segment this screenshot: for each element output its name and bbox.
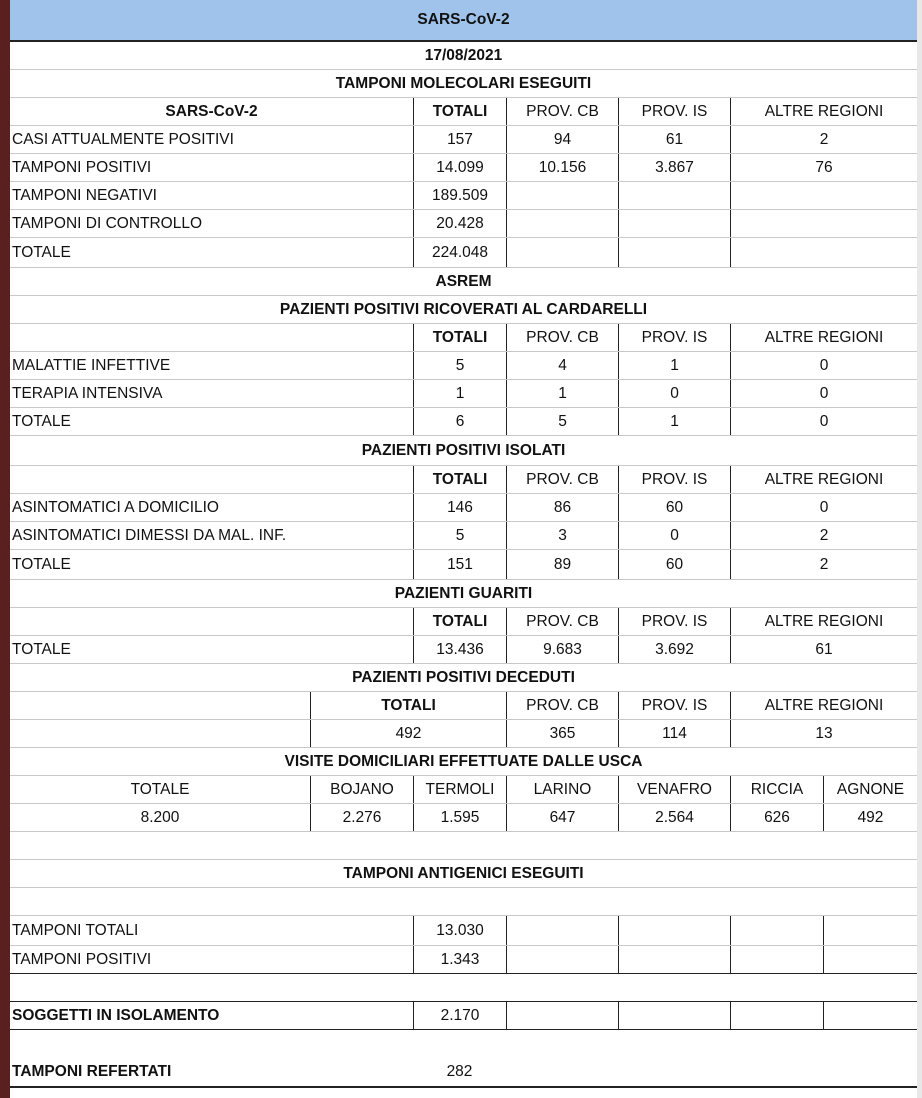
guariti-title: PAZIENTI GUARITI xyxy=(394,584,533,602)
value-prov-is: 0 xyxy=(618,522,730,549)
row-label: CASI ATTUALMENTE POSITIVI xyxy=(12,130,234,148)
value-altre-regioni: 2 xyxy=(730,550,917,579)
empty-cell xyxy=(730,1002,823,1029)
isolamento-label: SOGGETTI IN ISOLAMENTO xyxy=(12,1006,220,1024)
col-venafro: VENAFRO xyxy=(618,776,730,803)
asrem-row xyxy=(10,268,917,296)
col-prov-cb: PROV. CB xyxy=(506,466,618,493)
row-label: TOTALE xyxy=(12,412,71,430)
row-label: TAMPONI TOTALI xyxy=(12,921,139,939)
row-label: TOTALE xyxy=(12,555,71,573)
col-prov-is: PROV. IS xyxy=(618,98,730,125)
col-totale: TOTALE xyxy=(130,780,190,798)
value-altre-regioni: 0 xyxy=(730,352,917,379)
row-label: TOTALE xyxy=(12,640,71,658)
empty-cell xyxy=(618,946,730,973)
empty-cell xyxy=(618,1002,730,1029)
empty-cell xyxy=(730,238,917,267)
col-totali: TOTALI xyxy=(413,466,506,493)
empty-cell xyxy=(618,210,730,237)
value-totali: 146 xyxy=(413,494,506,521)
report-title: SARS-CoV-2 xyxy=(417,11,510,28)
refertati-value: 282 xyxy=(446,1063,473,1080)
covid-report-sheet xyxy=(10,0,917,1088)
value-agnone: 492 xyxy=(823,804,917,831)
value-termoli: 1.595 xyxy=(413,804,506,831)
col-prov-is: PROV. IS xyxy=(618,466,730,493)
col-agnone: AGNONE xyxy=(823,776,917,803)
value-prov-cb: 86 xyxy=(506,494,618,521)
empty-cell xyxy=(506,210,618,237)
value-totale: 8.200 xyxy=(140,808,180,826)
col-altre-regioni: ALTRE REGIONI xyxy=(730,466,917,493)
section-title-row xyxy=(10,580,917,608)
value-totali: 5 xyxy=(413,352,506,379)
col-altre-regioni: ALTRE REGIONI xyxy=(730,608,917,635)
value-prov-cb: 10.156 xyxy=(506,154,618,181)
empty-cell xyxy=(730,182,917,209)
value-altre-regioni: 76 xyxy=(730,154,917,181)
row-label: TAMPONI POSITIVI xyxy=(12,158,152,176)
section-title-row xyxy=(10,436,917,466)
table-row xyxy=(10,804,917,832)
empty-cell xyxy=(10,692,310,719)
value-totali: 14.099 xyxy=(413,154,506,181)
isolati-header-row xyxy=(10,466,917,494)
empty-cell xyxy=(618,916,730,945)
row-label: ASINTOMATICI A DOMICILIO xyxy=(12,498,219,516)
row-label: TAMPONI POSITIVI xyxy=(12,950,152,968)
table-row xyxy=(10,522,917,550)
guariti-header-row xyxy=(10,608,917,636)
value-prov-cb: 89 xyxy=(506,550,618,579)
value-totali: 1 xyxy=(413,380,506,407)
usca-header-row xyxy=(10,776,917,804)
col-prov-cb: PROV. CB xyxy=(506,324,618,351)
molecolari-col-label: SARS-CoV-2 xyxy=(165,102,258,120)
table-row xyxy=(10,238,917,268)
report-date: 17/08/2021 xyxy=(424,46,503,64)
table-row xyxy=(10,380,917,408)
col-altre-regioni: ALTRE REGIONI xyxy=(730,98,917,125)
col-totali: TOTALI xyxy=(310,692,506,719)
col-totali: TOTALI xyxy=(413,98,506,125)
spacer-row xyxy=(10,888,917,916)
col-prov-cb: PROV. CB xyxy=(506,692,618,719)
empty-cell xyxy=(730,916,823,945)
isolamento-row xyxy=(10,1001,917,1030)
value-totali: 189.509 xyxy=(413,182,506,209)
col-larino: LARINO xyxy=(506,776,618,803)
table-row xyxy=(10,946,917,974)
value-totali: 13.436 xyxy=(413,636,506,663)
value-totali: 157 xyxy=(413,126,506,153)
section-title-row xyxy=(10,748,917,776)
value-totali: 5 xyxy=(413,522,506,549)
cardarelli-title: PAZIENTI POSITIVI RICOVERATI AL CARDARELLI xyxy=(279,300,648,318)
col-termoli: TERMOLI xyxy=(413,776,506,803)
cardarelli-header-row xyxy=(10,324,917,352)
col-riccia: RICCIA xyxy=(730,776,823,803)
usca-title: VISITE DOMICILIARI EFFETTUATE DALLE USCA xyxy=(284,752,643,770)
spacer-row xyxy=(10,832,917,860)
row-label: TAMPONI DI CONTROLLO xyxy=(12,214,203,232)
value-totali: 1.343 xyxy=(413,946,506,973)
row-label: TERAPIA INTENSIVA xyxy=(12,384,163,402)
value-totali: 492 xyxy=(310,720,506,747)
value-prov-is: 3.692 xyxy=(618,636,730,663)
left-frame-edge xyxy=(0,0,10,1098)
col-prov-is: PROV. IS xyxy=(618,692,730,719)
antigenici-title: TAMPONI ANTIGENICI ESEGUITI xyxy=(343,864,584,882)
table-row xyxy=(10,182,917,210)
section-title-row xyxy=(10,296,917,324)
value-altre-regioni: 2 xyxy=(730,522,917,549)
table-row xyxy=(10,154,917,182)
empty-cell xyxy=(730,946,823,973)
refertati-label: TAMPONI REFERTATI xyxy=(12,1063,172,1080)
date-row xyxy=(10,42,917,70)
col-prov-is: PROV. IS xyxy=(618,324,730,351)
row-label: TOTALE xyxy=(12,243,71,261)
row-label: ASINTOMATICI DIMESSI DA MAL. INF. xyxy=(12,526,287,544)
col-bojano: BOJANO xyxy=(310,776,413,803)
deceduti-header-row xyxy=(10,692,917,720)
table-row xyxy=(10,210,917,238)
empty-cell xyxy=(10,720,310,747)
value-totali: 13.030 xyxy=(413,916,506,945)
table-row xyxy=(10,550,917,580)
value-venafro: 2.564 xyxy=(618,804,730,831)
isolati-title: PAZIENTI POSITIVI ISOLATI xyxy=(361,441,566,459)
value-altre-regioni: 0 xyxy=(730,380,917,407)
empty-cell xyxy=(730,210,917,237)
deceduti-title: PAZIENTI POSITIVI DECEDUTI xyxy=(352,668,575,686)
section-title-row xyxy=(10,664,917,692)
value-prov-is: 114 xyxy=(618,720,730,747)
empty-cell xyxy=(823,946,917,973)
value-totali: 20.428 xyxy=(413,210,506,237)
table-row xyxy=(10,494,917,522)
col-altre-regioni: ALTRE REGIONI xyxy=(730,692,917,719)
value-prov-is: 61 xyxy=(618,126,730,153)
value-prov-cb: 9.683 xyxy=(506,636,618,663)
table-row xyxy=(10,720,917,748)
refertati-row xyxy=(10,1058,917,1088)
empty-cell xyxy=(10,324,413,351)
empty-cell xyxy=(823,1002,917,1029)
value-prov-is: 60 xyxy=(618,550,730,579)
value-prov-cb: 94 xyxy=(506,126,618,153)
title-row xyxy=(10,0,917,42)
molecolari-title: TAMPONI MOLECOLARI ESEGUITI xyxy=(335,74,592,92)
col-totali: TOTALI xyxy=(413,608,506,635)
value-riccia: 626 xyxy=(730,804,823,831)
col-altre-regioni: ALTRE REGIONI xyxy=(730,324,917,351)
col-prov-cb: PROV. CB xyxy=(506,608,618,635)
value-altre-regioni: 0 xyxy=(730,494,917,521)
empty-cell xyxy=(506,238,618,267)
empty-cell xyxy=(506,946,618,973)
value-prov-cb: 1 xyxy=(506,380,618,407)
table-row xyxy=(10,352,917,380)
asrem-heading: ASREM xyxy=(435,272,492,290)
value-prov-is: 0 xyxy=(618,380,730,407)
table-row xyxy=(10,408,917,436)
value-totali: 224.048 xyxy=(413,238,506,267)
col-prov-is: PROV. IS xyxy=(618,608,730,635)
value-prov-cb: 4 xyxy=(506,352,618,379)
value-prov-is: 3.867 xyxy=(618,154,730,181)
right-frame-edge xyxy=(917,0,922,1098)
value-prov-cb: 5 xyxy=(506,408,618,435)
value-larino: 647 xyxy=(506,804,618,831)
value-prov-cb: 3 xyxy=(506,522,618,549)
value-prov-is: 1 xyxy=(618,408,730,435)
value-totali: 151 xyxy=(413,550,506,579)
empty-cell xyxy=(506,1002,618,1029)
empty-cell xyxy=(823,916,917,945)
empty-cell xyxy=(10,608,413,635)
value-altre-regioni: 61 xyxy=(730,636,917,663)
table-row xyxy=(10,126,917,154)
col-totali: TOTALI xyxy=(413,324,506,351)
value-altre-regioni: 0 xyxy=(730,408,917,435)
empty-cell xyxy=(618,238,730,267)
table-row xyxy=(10,916,917,946)
value-altre-regioni: 2 xyxy=(730,126,917,153)
value-prov-is: 1 xyxy=(618,352,730,379)
molecolari-header-row xyxy=(10,98,917,126)
empty-cell xyxy=(506,916,618,945)
value-totali: 6 xyxy=(413,408,506,435)
row-label: MALATTIE INFETTIVE xyxy=(12,356,171,374)
value-altre-regioni: 13 xyxy=(730,720,917,747)
value-bojano: 2.276 xyxy=(310,804,413,831)
isolamento-value: 2.170 xyxy=(413,1002,506,1029)
section-title-row xyxy=(10,860,917,888)
value-prov-is: 60 xyxy=(618,494,730,521)
col-prov-cb: PROV. CB xyxy=(506,98,618,125)
section-title-row xyxy=(10,70,917,98)
empty-cell xyxy=(506,182,618,209)
table-row xyxy=(10,636,917,664)
row-label: TAMPONI NEGATIVI xyxy=(12,186,157,204)
empty-cell xyxy=(618,182,730,209)
empty-cell xyxy=(10,466,413,493)
value-prov-cb: 365 xyxy=(506,720,618,747)
